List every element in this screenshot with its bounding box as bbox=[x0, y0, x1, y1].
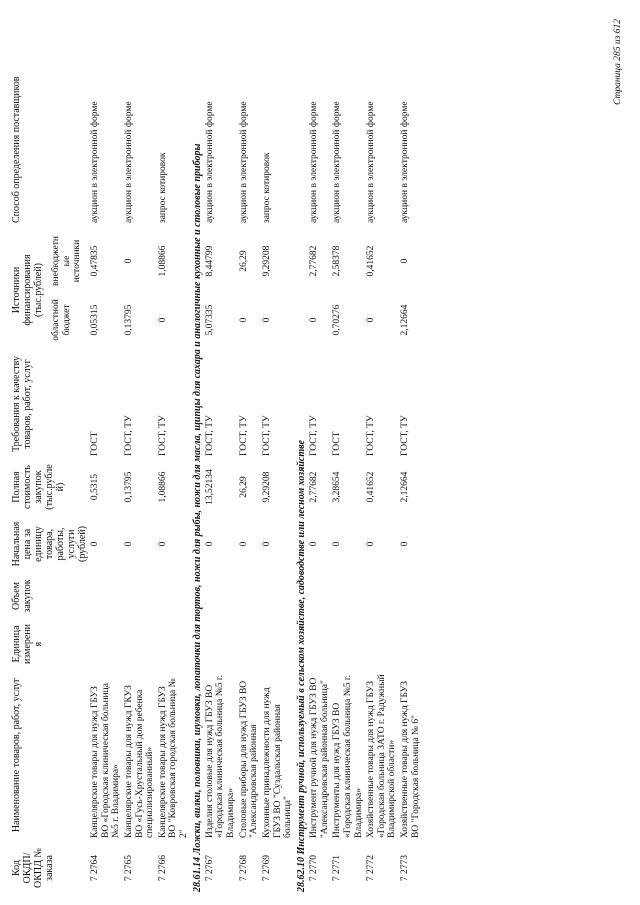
cell-order-number: 7 2767 bbox=[204, 854, 215, 882]
cell-method: запрос котировок bbox=[157, 152, 168, 223]
cell-method: аукцион в электронной форме bbox=[332, 101, 343, 223]
cell-order-number: 7 2766 bbox=[157, 854, 168, 882]
cell-quality: ГОСТ, ТУ bbox=[123, 415, 134, 456]
table-row bbox=[261, 15, 295, 895]
rotated-content bbox=[10, 15, 630, 895]
cell-volume bbox=[365, 573, 399, 619]
header-row bbox=[10, 15, 50, 895]
cell-start-price: 0 bbox=[400, 541, 410, 547]
cell-order-number: 7 2770 bbox=[309, 854, 319, 882]
cell-volume bbox=[238, 573, 261, 619]
cell-order-number: 7 2765 bbox=[123, 854, 134, 882]
cell-quality: ГОСТ, ТУ bbox=[400, 415, 410, 456]
cell-volume bbox=[204, 573, 238, 619]
cell-item-name: Канцелярские товары для нужд ГБУЗ ВО "Ковровская городская больница № 2" bbox=[157, 678, 189, 838]
cell-order-number: 7 2769 bbox=[261, 854, 272, 882]
cell-funding-regional: 0 bbox=[238, 317, 249, 323]
cell-start-price: 0 bbox=[157, 541, 168, 547]
cell-funding-regional: 0,70276 bbox=[332, 304, 343, 336]
cell-quality: ГОСТ, ТУ bbox=[157, 415, 168, 456]
cell-unit bbox=[261, 619, 295, 669]
cell-quality: ГОСТ, ТУ bbox=[366, 415, 377, 456]
table-body bbox=[89, 15, 422, 895]
cell-funding-extra: 1,08866 bbox=[157, 245, 168, 277]
cell-total-cost: 9,29208 bbox=[261, 471, 272, 503]
table-row bbox=[89, 15, 123, 895]
cell-unit bbox=[157, 619, 191, 669]
table-row bbox=[308, 15, 331, 895]
cell-order-number: 7 2768 bbox=[238, 854, 249, 882]
cell-order-number: 7 2772 bbox=[366, 854, 377, 882]
section-row bbox=[191, 15, 204, 895]
cell-unit bbox=[89, 619, 123, 669]
section-code: 28.61.14 bbox=[191, 857, 203, 892]
cell-volume bbox=[331, 573, 365, 619]
cell-item-name: Канцелярские товары для нужд ГКУЗ ВО «Гусь-Хрустальный дом ребенка специализированный» bbox=[123, 685, 156, 838]
cell-funding-extra: 26,29 bbox=[238, 250, 249, 272]
cell-total-cost: 1,08866 bbox=[157, 471, 168, 503]
header-funding-extra: внебюджетные источники bbox=[51, 236, 83, 286]
cell-funding-extra: 0 bbox=[400, 258, 410, 264]
cell-funding-extra: 0,47835 bbox=[90, 245, 100, 277]
cell-start-price: 0 bbox=[90, 541, 100, 547]
cell-total-cost: 0,13795 bbox=[123, 471, 134, 503]
cell-unit bbox=[204, 619, 238, 669]
table-row bbox=[238, 15, 261, 895]
cell-funding-extra: 2,77682 bbox=[309, 245, 319, 277]
cell-item-name: Кухонные принадлежности для нужд ГБУЗ ВО "Суздальская районная больница" bbox=[261, 687, 294, 838]
cell-total-cost: 3,28654 bbox=[332, 471, 343, 503]
cell-start-price: 0 bbox=[309, 541, 319, 547]
cell-method: аукцион в электронной форме bbox=[90, 101, 100, 223]
section-heading bbox=[295, 15, 308, 895]
cell-funding-extra: 2,58378 bbox=[332, 245, 343, 277]
cell-unit bbox=[123, 619, 157, 669]
cell-quality: ГОСТ bbox=[90, 431, 100, 456]
cell-volume bbox=[261, 573, 295, 619]
cell-unit bbox=[365, 619, 399, 669]
header-funding-regional: областной бюджет bbox=[51, 299, 72, 341]
cell-volume bbox=[399, 573, 422, 619]
cell-item-name: Канцелярские товары для нужд ГБУЗ ВО «Городская клиническая больница №5 г. Владимира» bbox=[90, 683, 122, 838]
cell-item-name: Хозяйственные товары для нужд ГБУЗ ВО "Городская больница № 6" bbox=[400, 680, 421, 838]
cell-funding-regional: 2,12664 bbox=[400, 304, 410, 336]
cell-total-cost: 2,12664 bbox=[400, 471, 410, 503]
header-unit: Единица измерения bbox=[11, 623, 44, 665]
cell-quality: ГОСТ bbox=[332, 431, 343, 456]
cell-volume bbox=[89, 573, 123, 619]
cell-start-price: 0 bbox=[123, 541, 134, 547]
cell-quality: ГОСТ, ТУ bbox=[261, 415, 272, 456]
cell-volume bbox=[308, 573, 331, 619]
section-title: Ложки, вилки, половники, шумовки, лопаточки для тортов, ножи для рыбы, ножи для масла, щипцы для сахара и аналогичные кухонные и столовые приборы bbox=[191, 143, 203, 855]
cell-method: запрос котировок bbox=[261, 152, 272, 223]
cell-unit bbox=[399, 619, 422, 669]
cell-item-name: Хозяйственные товары для нужд ГБУЗ «Городская больница ЗАТО г. Радужный Владимирской области» bbox=[366, 674, 398, 838]
cell-funding-extra: 9,29208 bbox=[261, 245, 272, 277]
cell-funding-regional: 0,05315 bbox=[90, 304, 100, 336]
table-row bbox=[204, 15, 238, 895]
header-quality: Требования к качеству товаров, работ, услуг bbox=[11, 355, 33, 453]
header-total-cost: Полная стоимость закупок (тыс.рублей) bbox=[11, 464, 66, 510]
cell-method: аукцион в электронной форме bbox=[309, 101, 319, 223]
page-footer: Страница 285 из 612 bbox=[613, 19, 623, 105]
header-funding: Источники финансирования (тыс.рублей) bbox=[11, 254, 44, 326]
cell-start-price: 0 bbox=[366, 541, 377, 547]
cell-funding-regional: 0 bbox=[157, 317, 168, 323]
header-start-price: Начальная цена за единицу товара, работы, услуги (рублей) bbox=[11, 521, 88, 567]
cell-funding-regional: 0,13795 bbox=[123, 304, 134, 336]
cell-unit bbox=[238, 619, 261, 669]
cell-start-price: 0 bbox=[261, 541, 272, 547]
section-heading bbox=[191, 15, 204, 895]
cell-total-cost: 0,5315 bbox=[90, 473, 100, 501]
cell-start-price: 0 bbox=[332, 541, 343, 547]
cell-start-price: 0 bbox=[204, 541, 215, 547]
cell-quality: ГОСТ, ТУ bbox=[204, 415, 215, 456]
cell-order-number: 7 2771 bbox=[332, 854, 343, 882]
cell-method: аукцион в электронной форме bbox=[204, 101, 215, 223]
cell-funding-extra: 8,44799 bbox=[204, 245, 215, 277]
cell-method: аукцион в электронной форме bbox=[400, 101, 410, 223]
table-row bbox=[365, 15, 399, 895]
procurement-table bbox=[10, 15, 422, 895]
table-row bbox=[331, 15, 365, 895]
cell-item-name: Инструмент ручной для нужд ГБУЗ ВО "Александровская районная больница" bbox=[309, 677, 330, 838]
table-row bbox=[123, 15, 157, 895]
header-name: Наименование товаров, работ, услуг bbox=[11, 677, 22, 833]
section-row bbox=[295, 15, 308, 895]
cell-funding-extra: 0 bbox=[123, 258, 134, 264]
cell-total-cost: 0,41652 bbox=[366, 471, 377, 503]
cell-method: аукцион в электронной форме bbox=[238, 101, 249, 223]
cell-funding-regional: 0 bbox=[261, 317, 272, 323]
cell-item-name: Изделия столовые для нужд ГБУЗ ВО «Городская клиническая больница №5 г. Владимира» bbox=[204, 674, 237, 838]
cell-unit bbox=[331, 619, 365, 669]
table-row bbox=[157, 15, 191, 895]
header-volume: Объем закупок bbox=[11, 579, 33, 613]
cell-funding-regional: 0 bbox=[309, 317, 319, 323]
cell-quality: ГОСТ, ТУ bbox=[238, 415, 249, 456]
header-method: Способ определения поставщиков bbox=[11, 76, 22, 223]
cell-method: аукцион в электронной форме bbox=[123, 101, 134, 223]
cell-item-name: Столовые приборы для нужд ГБУЗ ВО "Александровская районная bbox=[238, 680, 260, 838]
section-code: 28.62.10 bbox=[295, 857, 307, 892]
cell-total-cost: 2,77682 bbox=[309, 471, 319, 503]
cell-unit bbox=[308, 619, 331, 669]
table-row bbox=[399, 15, 422, 895]
section-title: Инструмент ручной, используемый в сельском хозяйстве, садоводстве или лесном хозяйстве bbox=[295, 440, 307, 855]
cell-method: аукцион в электронной форме bbox=[366, 101, 377, 223]
cell-volume bbox=[157, 573, 191, 619]
cell-quality: ГОСТ, ТУ bbox=[309, 415, 319, 456]
cell-start-price: 0 bbox=[238, 541, 249, 547]
cell-funding-extra: 0,41652 bbox=[366, 245, 377, 277]
cell-volume bbox=[123, 573, 157, 619]
header-code: Код ОКДП/ ОКПД № заказа bbox=[11, 848, 55, 888]
cell-total-cost: 13,52134 bbox=[204, 469, 215, 505]
cell-funding-regional: 0 bbox=[366, 317, 377, 323]
cell-funding-regional: 5,07335 bbox=[204, 304, 215, 336]
cell-order-number: 7 2764 bbox=[90, 854, 100, 882]
cell-total-cost: 26,29 bbox=[238, 476, 249, 498]
cell-item-name: Инструменты для нужд ГБУЗ ВО «Городская клиническая больница №5 г. Владимира» bbox=[332, 674, 364, 838]
cell-order-number: 7 2773 bbox=[400, 854, 410, 882]
